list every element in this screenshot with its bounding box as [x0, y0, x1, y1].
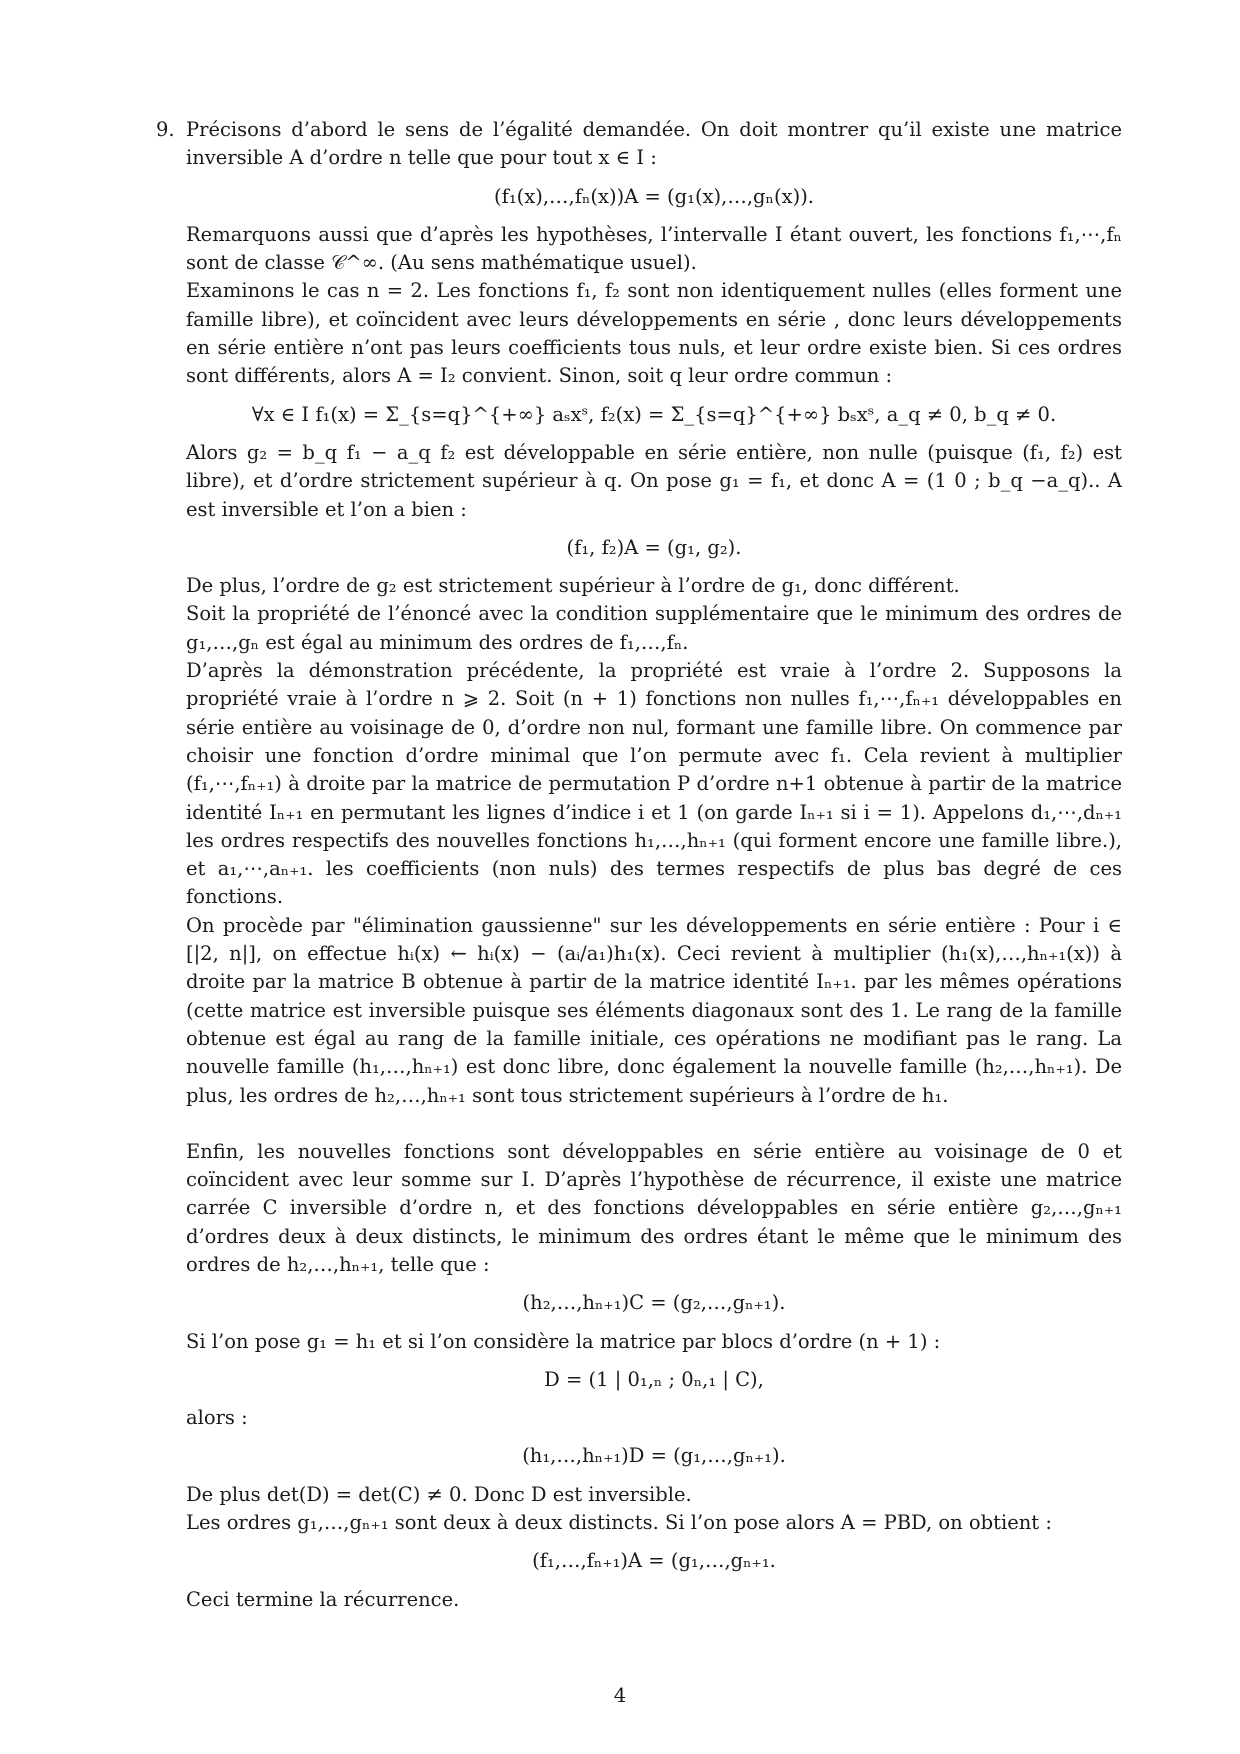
paragraph: Si l’on pose g₁ = h₁ et si l’on considère la matrice par blocs d’ordre (n + 1) :: [186, 1329, 941, 1353]
paragraph: Soit la propriété de l’énoncé avec la condition supplémentaire que le minimum des ordres de g₁,…,gₙ est égal au minimum des ordres de f₁,…,fₙ.: [186, 602, 1122, 654]
paragraph: Examinons le cas n = 2. Les fonctions f₁, f₂ sont non identiquement nulles (elles forment une famille libre), et coïncident avec leurs développements en série , donc leurs développements en série entière n’ont pas leurs coefficients tous nuls, et leur ordre existe bien. Si ces ordres sont différents, alors A = I₂ convient. Sinon, soit q leur ordre commun :: [186, 279, 1122, 388]
equation: (h₂,…,hₙ₊₁)C = (g₂,…,gₙ₊₁).: [522, 1291, 786, 1315]
paragraph: Remarquons aussi que d’après les hypothèses, l’intervalle I étant ouvert, les fonctions f₁,⋯,fₙ sont de classe 𝒞^∞. (Au sens mathématique usuel).: [186, 222, 1122, 275]
document-body: [156, 116, 1122, 1614]
paragraph: D’après la démonstration précédente, la propriété est vraie à l’ordre 2. Supposons la propriété vraie à l’ordre n ⩾ 2. Soit (n + 1) fonctions non nulles f₁,⋯,fₙ₊₁ développables en série entière au voisinage de 0, d’ordre non nul, formant une famille libre. On commence par choisir une fonction d’ordre minimal que l’on permute avec f₁. Cela revient à multiplier (f₁,⋯,fₙ₊₁) à droite par la matrice de permutation P d’ordre n+1 obtenue à partir de la matrice identité Iₙ₊₁ en permutant les lignes d’indice i et 1 (on garde Iₙ₊₁ si i = 1). Appelons d₁,⋯,dₙ₊₁ les ordres respectifs des nouvelles fonctions h₁,…,hₙ₊₁ (qui forment encore une famille libre.), et a₁,⋯,aₙ₊₁. les coefficients (non nuls) des termes respectifs de plus bas degré de ces fonctions.: [186, 659, 1122, 909]
spacer: [186, 1110, 1122, 1138]
page-number: 4: [613, 1684, 627, 1707]
paragraph: Précisons d’abord le sens de l’égalité demandée. On doit montrer qu’il existe une matrice inversible A d’ordre n telle que pour tout x ∈ I :: [186, 118, 1122, 170]
item-number: 9.: [156, 118, 175, 141]
item-9: [156, 116, 1122, 173]
equation: (f₁(x),…,fₙ(x))A = (g₁(x),…,gₙ(x)).: [494, 184, 814, 208]
equation: (f₁,…,fₙ₊₁)A = (g₁,…,gₙ₊₁.: [532, 1549, 776, 1573]
paragraph: Ceci termine la récurrence.: [186, 1587, 460, 1611]
paragraph: On procède par "élimination gaussienne" sur les développements en série entière : Pour i ∈ [|2, n|], on effectue hᵢ(x) ← hᵢ(x) − (aᵢ/a₁)h₁(x). Ceci revient à multiplier (h₁(x),…,hₙ₊₁(x)) à droite par la matrice B obtenue à partir de la matrice identité Iₙ₊₁. par les mêmes opérations (cette matrice est inversible puisque ses éléments diagonaux sont des 1. Le rang de la famille obtenue est égal au rang de la famille initiale, ces opérations ne modifiant pas le rang. La nouvelle famille (h₁,…,hₙ₊₁) est donc libre, donc également la nouvelle famille (h₂,…,hₙ₊₁). De plus, les ordres de h₂,…,hₙ₊₁ sont tous strictement supérieurs à l’ordre de h₁.: [186, 913, 1122, 1107]
paragraph: Enfin, les nouvelles fonctions sont développables en série entière au voisinage de 0 et coïncident avec leur somme sur I. D’après l’hypothèse de récurrence, il existe une matrice carrée C inversible d’ordre n, et des fonctions développables en série entière g₂,…,gₙ₊₁ d’ordres deux à deux distincts, le minimum des ordres étant le même que le minimum des ordres de h₂,…,hₙ₊₁, telle que :: [186, 1139, 1122, 1276]
paragraph: alors :: [186, 1406, 248, 1430]
paragraph: Les ordres g₁,…,gₙ₊₁ sont deux à deux distincts. Si l’on pose alors A = PBD, on obtient :: [186, 1511, 1052, 1535]
equation: (f₁, f₂)A = (g₁, g₂).: [566, 535, 742, 559]
equation: (h₁,…,hₙ₊₁)D = (g₁,…,gₙ₊₁).: [522, 1444, 786, 1468]
paragraph: De plus, l’ordre de g₂ est strictement supérieur à l’ordre de g₁, donc différent.: [186, 574, 960, 598]
paragraph: De plus det(D) = det(C) ≠ 0. Donc D est inversible.: [186, 1482, 692, 1506]
equation: D = (1 | 0₁,ₙ ; 0ₙ,₁ | C),: [544, 1367, 764, 1391]
paragraph: Alors g₂ = b_q f₁ − a_q f₂ est développable en série entière, non nulle (puisque (f₁, f₂) est libre), et d’ordre strictement supérieur à q. On pose g₁ = f₁, et donc A = (1 0 ; b_q −a_q).. A est inversible et l’on a bien :: [186, 440, 1122, 521]
equation: ∀x ∈ I f₁(x) = Σ_{s=q}^{+∞} aₛxˢ, f₂(x) = Σ_{s=q}^{+∞} bₛxˢ, a_q ≠ 0, b_q ≠ 0.: [251, 402, 1057, 426]
